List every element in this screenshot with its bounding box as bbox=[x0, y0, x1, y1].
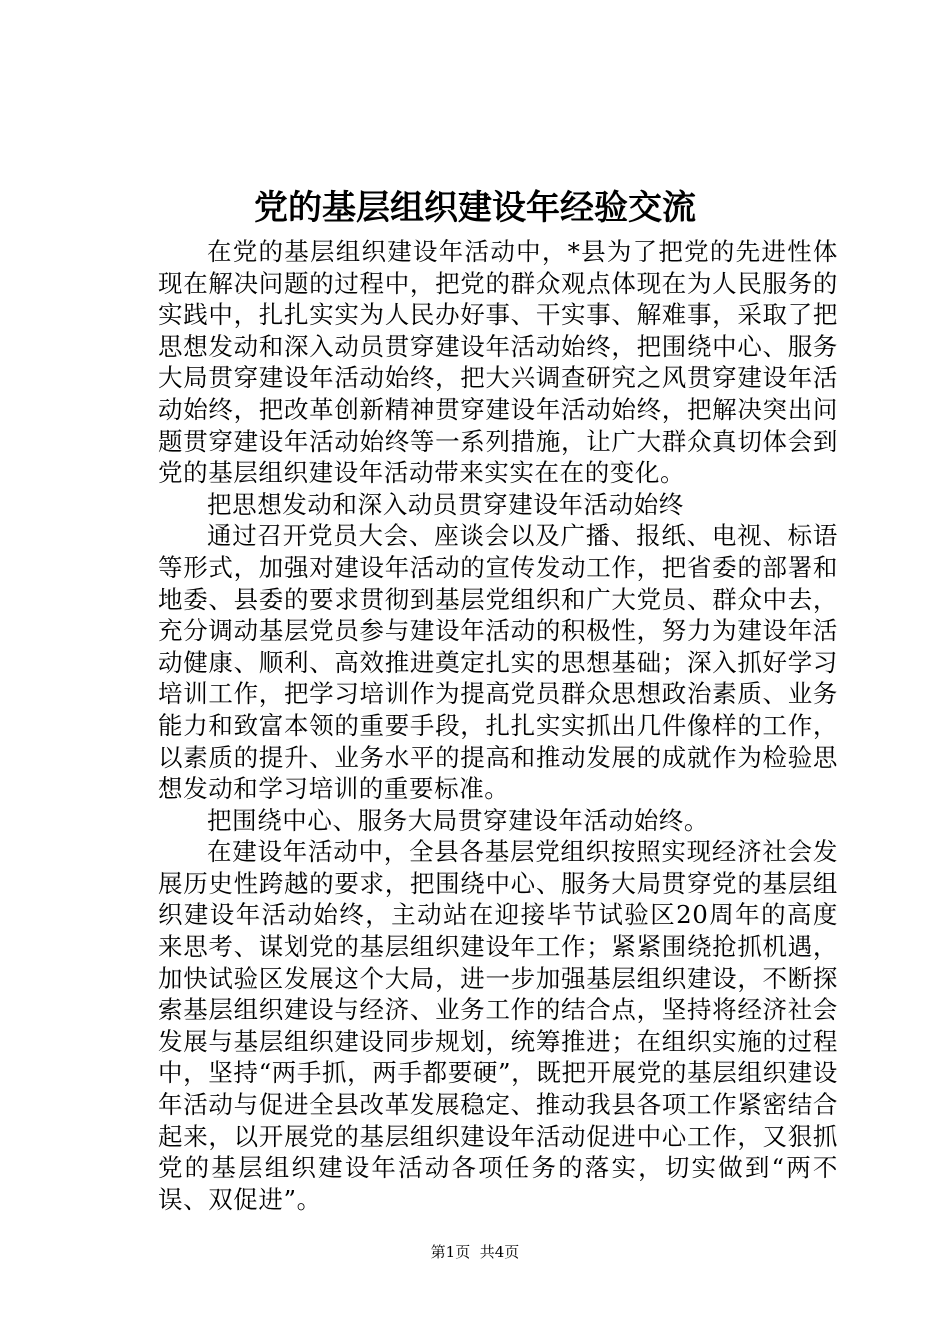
document-title: 党的基层组织建设年经验交流 bbox=[254, 188, 696, 228]
document-body bbox=[158, 236, 838, 1215]
paragraph-ideology: 通过召开党员大会、座谈会以及广播、报纸、电视、标语等形式，加强对建设年活动的宣传发动工作，把省委的部署和地委、县委的要求贯彻到基层党组织和广大党员、群众中去，充分调动基层党员参与建设年活动的积极性，努力为建设年活动健康、顺利、高效推进奠定扎实的思想基础；深入抓好学习培训工作，把学习培训作为提高党员群众思想政治素质、业务能力和致富本领的重要手段，扎扎实实抓出几件像样的工作，以素质的提升、业务水平的提高和推动发展的成就作为检验思想发动和学习培训的重要标准。 bbox=[158, 521, 838, 804]
page-total: 共4页 bbox=[479, 1243, 520, 1261]
paragraph-central-work: 在建设年活动中，全县各基层党组织按照实现经济社会发展历史性跨越的要求，把围绕中心、服务大局贯穿党的基层组织建设年活动始终，主动站在迎接毕节试验区20周年的高度来思考、谋划党的基层组织建设年工作；紧紧围绕抢抓机遇，加快试验区发展这个大局，进一步加强基层组织建设，不断探索基层组织建设与经济、业务工作的结合点，坚持将经济社会发展与基层组织建设同步规划，统筹推进；在组织实施的过程中，坚持“两手抓，两手都要硬”，既把开展党的基层组织建设年活动与促进全县改革发展稳定、推动我县各项工作紧密结合起来，以开展党的基层组织建设年活动促进中心工作，又狠抓党的基层组织建设年活动各项任务的落实，切实做到“两不误、双促进”。 bbox=[158, 837, 838, 1214]
section-heading-ideology: 把思想发动和深入动员贯穿建设年活动始终 bbox=[207, 489, 684, 519]
paragraph-intro: 在党的基层组织建设年活动中，*县为了把党的先进性体现在解决问题的过程中，把党的群众观点体现在为人民服务的实践中，扎扎实实为人民办好事、干实事、解难事，采取了把思想发动和深入动员贯穿建设年活动始终，把围绕中心、服务大局贯穿建设年活动始终，把大兴调查研究之风贯穿建设年活动始终，把改革创新精神贯穿建设年活动始终，把解决突出问题贯穿建设年活动始终等一系列措施，让广大群众真切体会到党的基层组织建设年活动带来实实在在的变化。 bbox=[158, 237, 838, 488]
page-number: 第1页 bbox=[430, 1243, 471, 1261]
section-heading-central-work: 把围绕中心、服务大局贯穿建设年活动始终。 bbox=[207, 805, 709, 835]
footer-separator bbox=[470, 1243, 480, 1261]
page-footer bbox=[0, 1242, 950, 1262]
